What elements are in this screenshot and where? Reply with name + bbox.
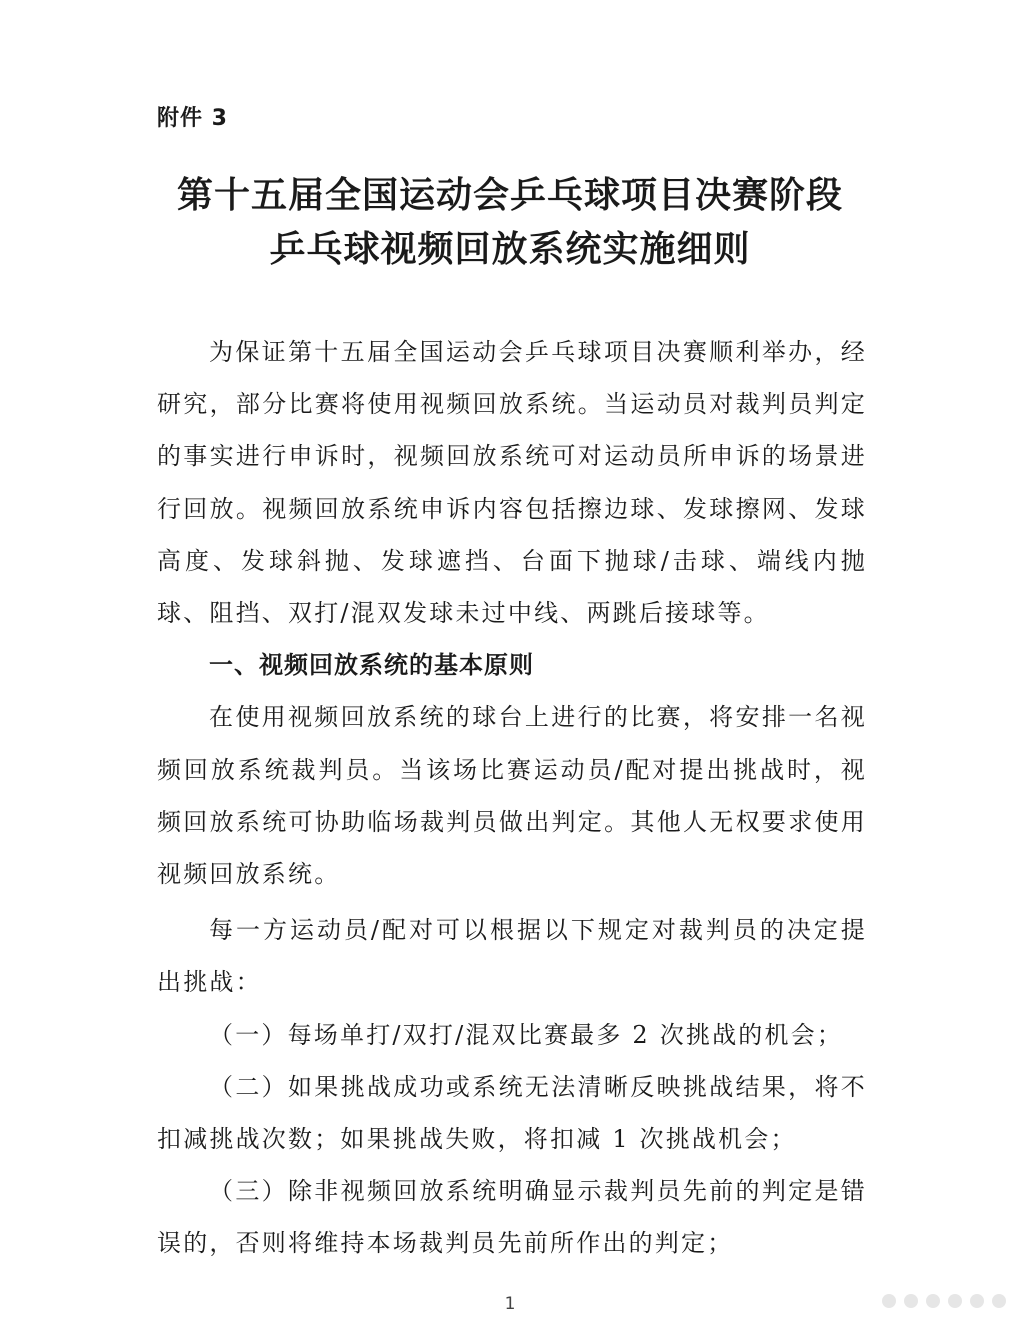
document-body — [157, 326, 867, 1270]
principle-paragraph-2: 每一方运动员/配对可以根据以下规定对裁判员的决定提出挑战： — [157, 916, 867, 997]
rule-item-1: （一）每场单打/双打/混双比赛最多 2 次挑战的机会； — [209, 1020, 844, 1049]
section-heading-1: 一、视频回放系统的基本原则 — [209, 651, 534, 680]
document-title-line-1: 第十五届全国运动会乒乓球项目决赛阶段 — [176, 175, 843, 216]
attachment-label: 附件 3 — [157, 106, 228, 131]
watermark-dots-icon — [882, 1294, 1006, 1308]
principle-paragraph-1: 在使用视频回放系统的球台上进行的比赛，将安排一名视频回放系统裁判员。当该场比赛运动员/配对提出挑战时，视频回放系统可协助临场裁判员做出判定。其他人无权要求使用视频回放系统。 — [157, 703, 867, 889]
rule-item-3: （三）除非视频回放系统明确显示裁判员先前的判定是错误的，否则将维持本场裁判员先前所作出的判定； — [157, 1177, 867, 1258]
intro-paragraph: 为保证第十五届全国运动会乒乓球项目决赛顺利举办，经研究，部分比赛将使用视频回放系统。当运动员对裁判员判定的事实进行申诉时，视频回放系统可对运动员所申诉的场景进行回放。视频回放系统申诉内容包括擦边球、发球擦网、发球高度、发球斜抛、发球遮挡、台面下抛球/击球、端线内抛球、阻挡、双打/混双发球未过中线、两跳后接球等。 — [157, 338, 867, 628]
document-title-line-2: 乒乓球视频回放系统实施细则 — [269, 229, 751, 270]
rule-item-2: （二）如果挑战成功或系统无法清晰反映挑战结果，将不扣减挑战次数；如果挑战失败，将扣减 1 次挑战机会； — [157, 1072, 867, 1154]
page-number: 1 — [504, 1294, 516, 1314]
